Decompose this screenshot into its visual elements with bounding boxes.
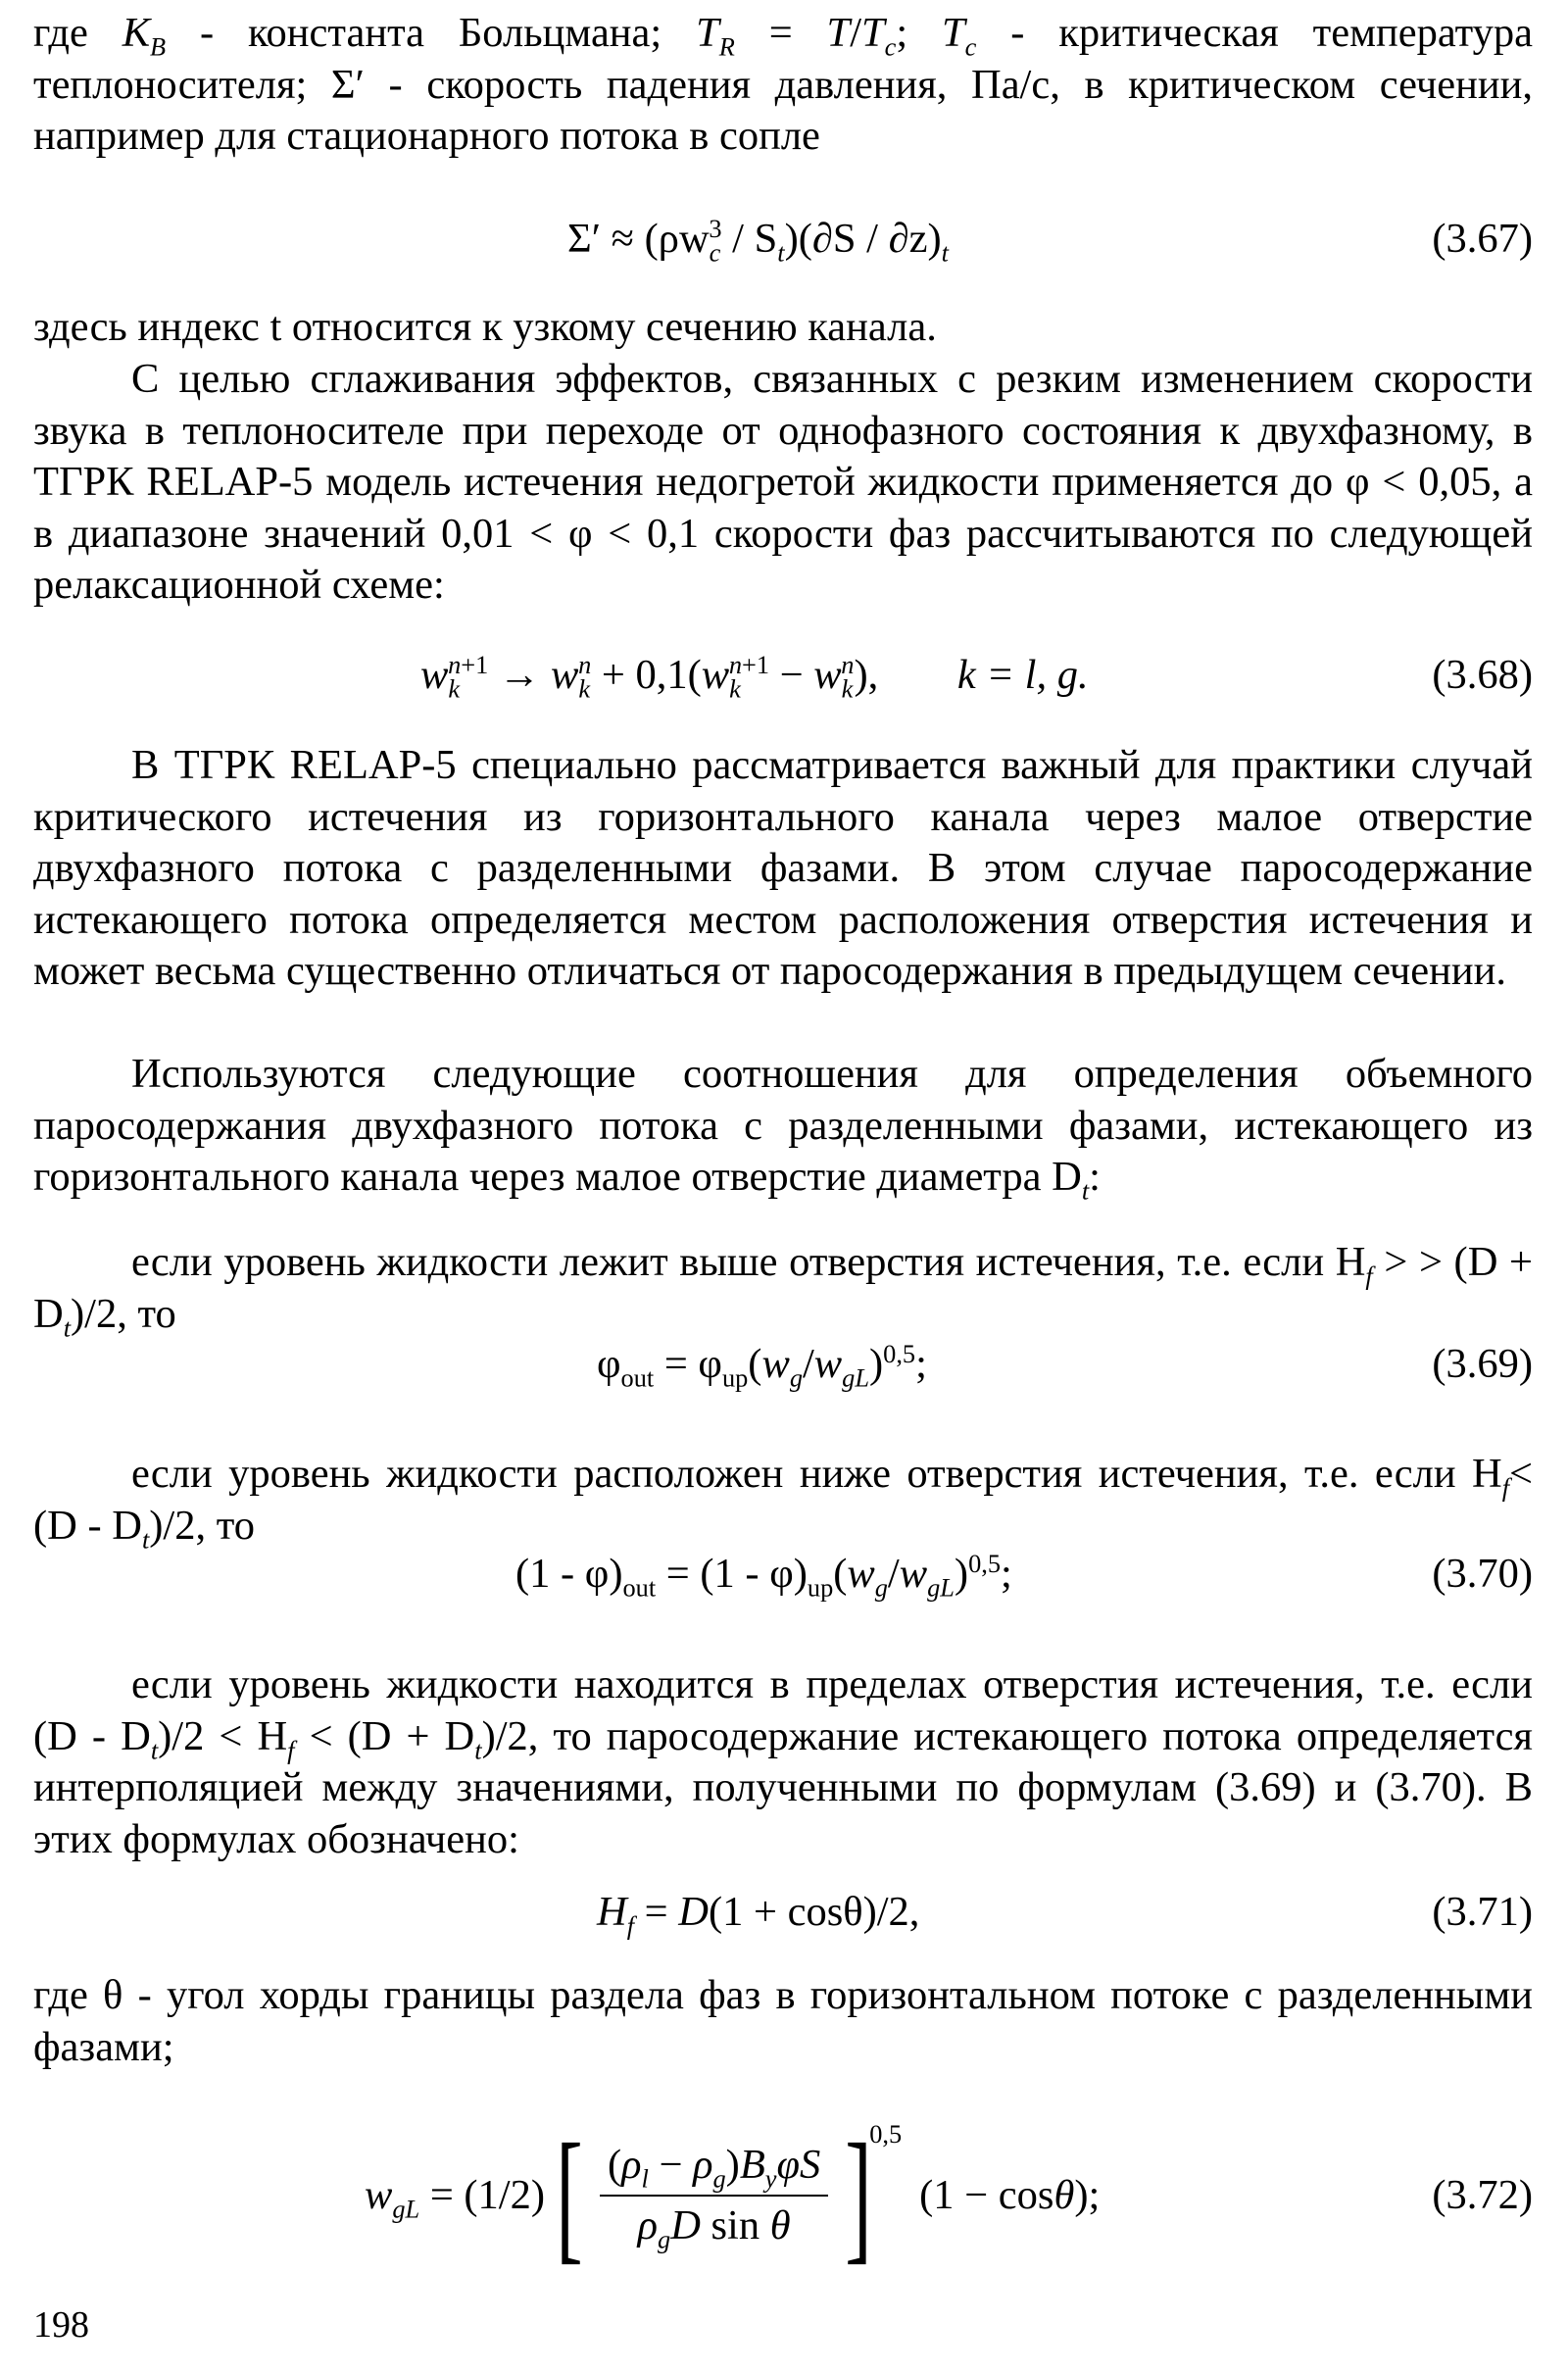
equation-number: (3.69) bbox=[1432, 1341, 1533, 1387]
equation-number: (3.67) bbox=[1432, 216, 1533, 262]
paragraph-index-t: здесь индекс t относится к узкому сечению канала. bbox=[33, 304, 937, 350]
equation-number: (3.72) bbox=[1432, 2172, 1533, 2218]
equation-3-68 bbox=[33, 650, 1533, 728]
equation-number: (3.68) bbox=[1432, 652, 1533, 698]
paragraph-horizontal-channel: В ТГРК RELAP-5 специально рассматривается важный для практики случай критического истечения из горизонтального канала через малое отверстие двухфазного потока с разделенными фазами. В этом случае паросодержание истекающего потока определяется местом расположения отверстия истечения и может весьма существенно отличаться от паросодержания в предыдущем сечении. bbox=[33, 742, 1533, 994]
equation-body: $(1 - \varphi)_{out} = (1 - \varphi)_{up}(w_g/w_{gL})^{0,5}$; bbox=[515, 1549, 1012, 1603]
equation-3-70 bbox=[33, 1549, 1533, 1627]
equation-body: $w_{gL} = (1/2)$ [ $\frac{(\rho_l - \rho_g)B_y\varphi S}{\rho_gD \sin \theta}$ ] 0,5 (1 − cosθ); bbox=[365, 2114, 1101, 2277]
paragraph-theta: где θ - угол хорды границы раздела фаз в горизонтальном потоке с разделенными фазами; bbox=[33, 1972, 1533, 2070]
equation-3-69 bbox=[33, 1339, 1533, 1417]
equation-body: $H_f = D(1 + \cos\theta)/2$, bbox=[597, 1889, 920, 1941]
equation-3-67 bbox=[33, 214, 1533, 292]
paragraph-boltzmann: где $K_B$ - константа Больцмана; $T_R = T/T_c$; $T_c$ - критическая температура теплоносителя; Σ′ - скорость падения давления, Па/с, в критическом сечении, например для стационарного потока в сопле bbox=[33, 10, 1534, 159]
paragraph-level-below: если уровень жидкости расположен ниже отверстия истечения, т.е. если $H_f< (D - D_t)/2$, то bbox=[33, 1451, 1533, 1554]
paragraph-void-fraction: Используются следующие соотношения для определения объемного паросодержания двухфазного потока с разделенными фазами, истекающего из горизонтального канала через малое отверстие диаметра $D_t$: bbox=[33, 1051, 1533, 1206]
page-number: 198 bbox=[33, 2304, 89, 2346]
paragraph-relaxation: С целью сглаживания эффектов, связанных с резким изменением скорости звука в теплоносителе при переходе от однофазного состояния к двухфазному, в ТГРК RELAP-5 модель истечения недогретой жидкости применяется до φ < 0,05, а в диапазоне значений 0,01 < φ < 0,1 скорости фаз рассчитываются по следующей релаксационной схеме: bbox=[33, 356, 1533, 608]
equation-body: $\varphi_{out} = \varphi_{up}(w_g/w_{gL})^{0,5}$; bbox=[597, 1339, 927, 1393]
equation-3-72 bbox=[33, 2114, 1533, 2277]
equation-body: $\Sigma' \approx (\rho w_c^3 / S_t)(\partial S / \partial z)_t$ bbox=[567, 214, 949, 268]
equation-number: (3.70) bbox=[1432, 1551, 1533, 1597]
paragraph-level-within: если уровень жидкости находится в пределах отверстия истечения, т.е. если $(D - D_t)/2 < H_f < (D + D_t)/2$, то паросодержание истекающего потока определяется интерполяцией между значениями, полученными по формулам (3.69) и (3.70). В этих формулах обозначено: bbox=[33, 1661, 1533, 1862]
paragraph-level-above: если уровень жидкости лежит выше отверстия истечения, т.е. если $H_f$ > > $(D + D_t)/2$, то bbox=[33, 1239, 1533, 1342]
equation-body: $w_k^{n+1} \to w_k^n + 0,1(w_k^{n+1} - w_k^n)$, k = l, g. bbox=[420, 650, 1089, 704]
equation-number: (3.71) bbox=[1432, 1889, 1533, 1935]
equation-3-71 bbox=[33, 1887, 1533, 1965]
